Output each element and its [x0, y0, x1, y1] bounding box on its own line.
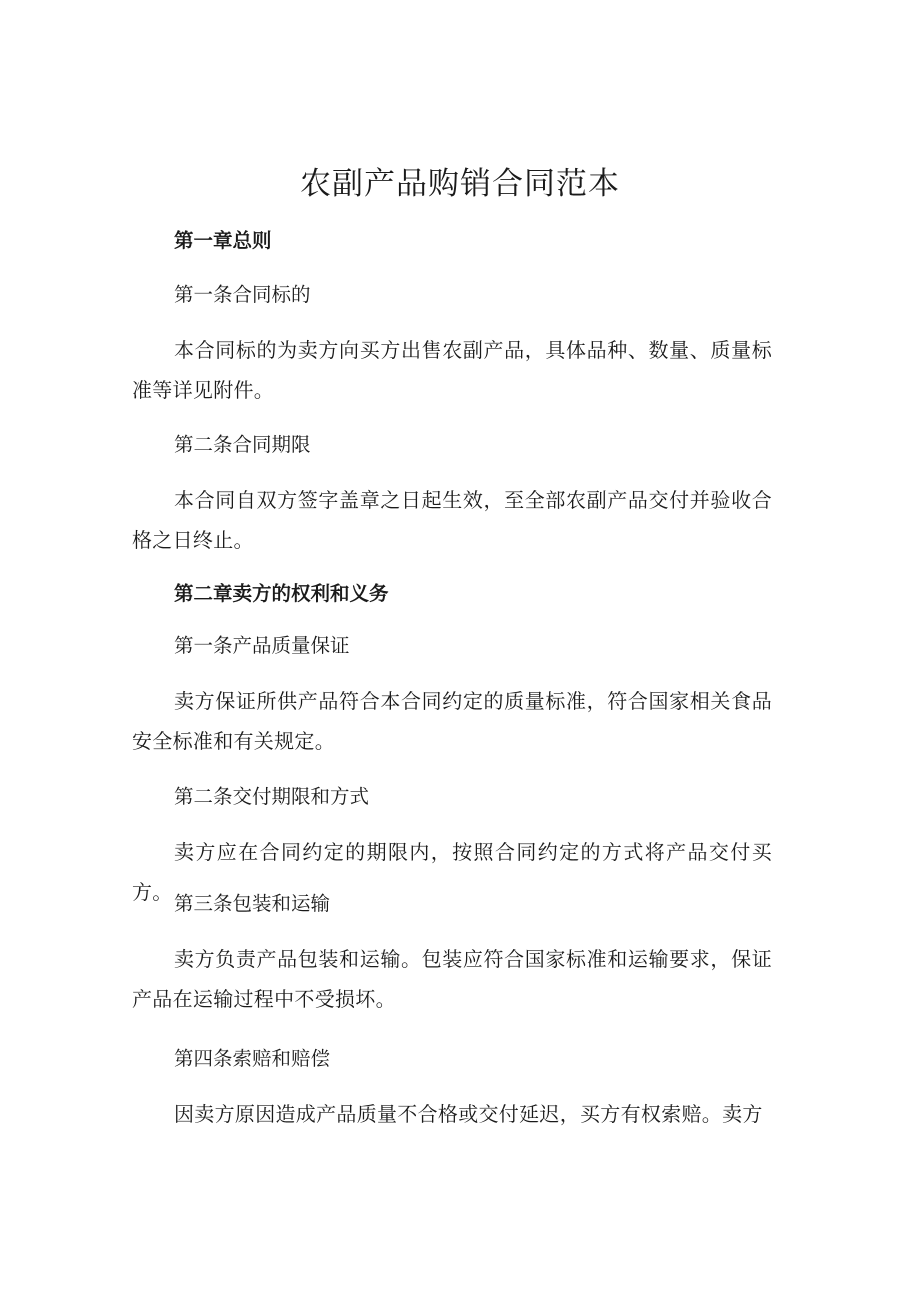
- article-2-3-heading: 第三条包装和运输: [174, 892, 331, 915]
- article-1-2-text: 本合同自双方签字盖章之日起生效，至全部农副产品交付并验收合格之日终止。: [132, 488, 772, 552]
- article-1-1-heading: 第一条合同标的: [174, 283, 311, 306]
- article-1-1-text: 本合同标的为卖方向买方出售农副产品，具体品种、数量、质量标准等详见附件。: [132, 338, 772, 402]
- article-2-1-heading: 第一条产品质量保证: [174, 634, 350, 657]
- article-2-4-heading: 第四条索赔和赔偿: [174, 1047, 331, 1070]
- article-2-1-text: 卖方保证所供产品符合本合同约定的质量标准，符合国家相关食品安全标准和有关规定。: [132, 689, 772, 753]
- article-1-2-heading: 第二条合同期限: [174, 433, 311, 456]
- article-2-4-text: 因卖方原因造成产品质量不合格或交付延迟，买方有权索赔。卖方: [174, 1102, 763, 1126]
- chapter-1-heading: 第一章总则: [174, 229, 272, 252]
- document-title: 农副产品购销合同范本: [300, 166, 620, 202]
- chapter-2-heading: 第二章卖方的权利和义务: [174, 582, 389, 605]
- article-2-2-text: 卖方应在合同约定的期限内，按照合同约定的方式将产品交付买方。: [132, 840, 772, 904]
- article-2-3-text: 卖方负责产品包装和运输。包装应符合国家标准和运输要求，保证产品在运输过程中不受损坏。: [132, 947, 772, 1011]
- article-2-2-heading: 第二条交付期限和方式: [174, 785, 370, 808]
